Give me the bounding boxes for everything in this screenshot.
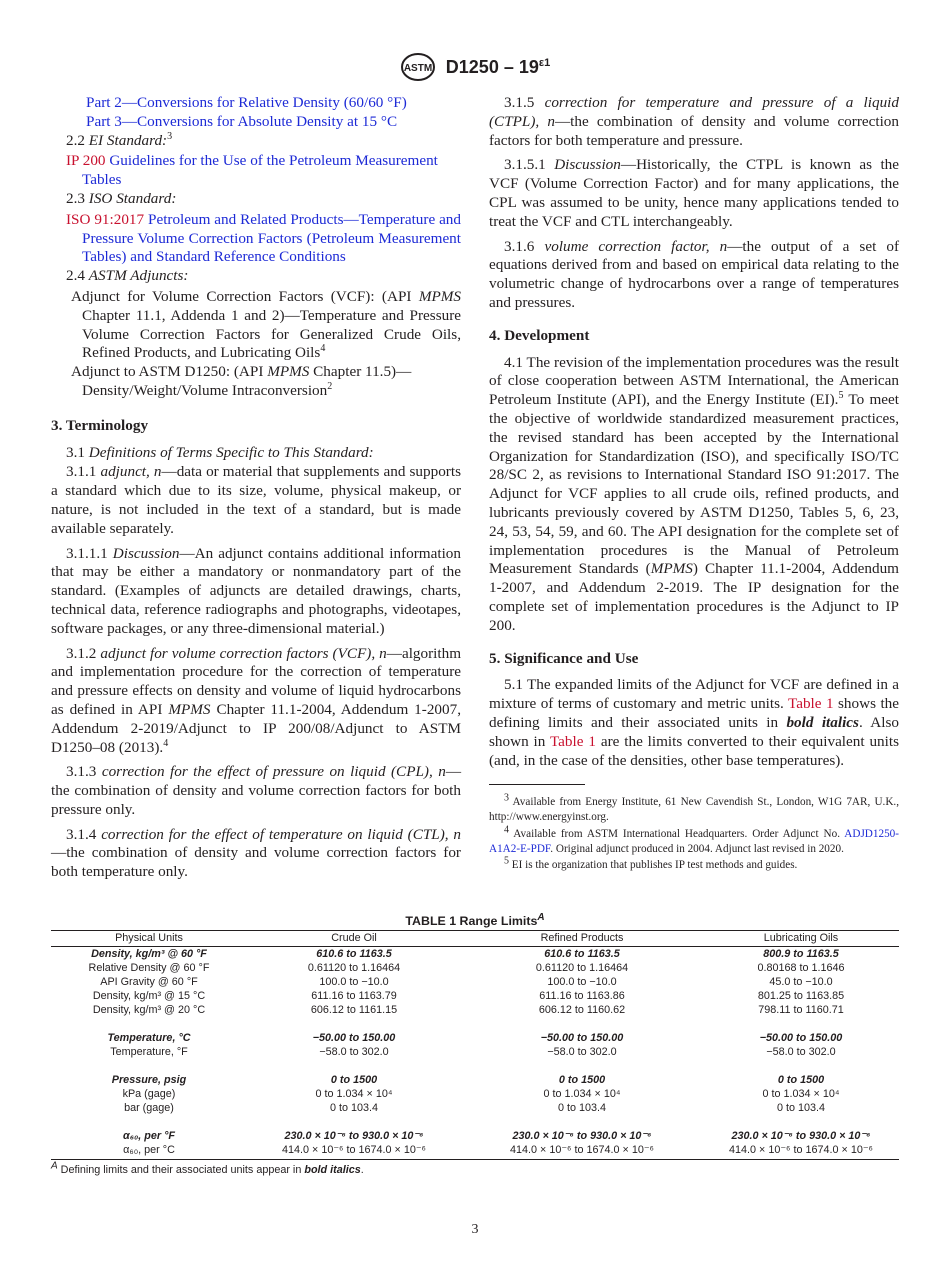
section-3-1: 3.1 Definitions of Terms Specific to This Standard:	[66, 443, 374, 461]
table-cell: α₆₀, per °F	[123, 1130, 175, 1142]
adjunct-d1250: Adjunct to ASTM D1250: (API MPMS Chapter 11.5)—Density/Weight/Volume Intraconversion$^2$	[71, 363, 412, 399]
table-cell: 0 to 103.4	[776, 1102, 826, 1114]
page-number: 3	[471, 1222, 479, 1237]
section-3-1-5: 3.1.5 correction for temperature and pressure of a liquid (CTPL), n—the combination of density and volume correction factors for both temperature and pressure.	[489, 94, 900, 149]
table-title: TABLE 1 Range Limits$^A$	[405, 911, 545, 928]
section-3-1-4: 3.1.4 correction for the effect of temperature on liquid (CTL), n—the combination of density and volume correction factors for both temperature only.	[51, 825, 461, 881]
table-cell: 100.0 to −10.0	[319, 976, 389, 988]
table-spacer-row	[51, 1017, 899, 1031]
table-row	[51, 1129, 899, 1143]
table-cell: 230.0 × 10⁻⁶ to 930.0 × 10⁻⁶	[731, 1130, 871, 1142]
section-3-heading: 3. Terminology	[51, 416, 149, 434]
table-row	[51, 1087, 899, 1101]
page-header	[0, 52, 950, 82]
table-cell: 45.0 to −10.0	[769, 976, 833, 988]
table-cell: 0 to 1.034 × 10⁴	[762, 1088, 840, 1100]
section-3-1-1: 3.1.1 adjunct, n—data or material that supplements and supports a standard which due to its size, volume, physical makeup, or nature, is not included in the text of a standard, but is made available separately.	[51, 463, 461, 537]
footnote-4: $^4$ Available from ASTM International Headquarters. Order Adjunct No. ADJD1250-A1A2-E-PDF. Original adjunct produced in 2004. Adjunct last revised in 2020.	[489, 824, 899, 855]
table-cell: 0 to 1.034 × 10⁴	[543, 1088, 621, 1100]
table-cell: 414.0 × 10⁻⁶ to 1674.0 × 10⁻⁶	[703, 1143, 899, 1160]
section-4-1: 4.1 The revision of the implementation procedures was the result of close cooperation between ASTM International, the American Petroleum Institute (API), and the Energy Institute (EI).$^5$ To meet the objective of worldwide standardized measurement practices, the revised standard has been accepted by the International Organization for Standardization (ISO), and specifically ISO/TC 28/SC 2, as revisions to International Standard ISO 91:2017. The Adjunct for VCF applies to all crude oils, refined products, and lubricants previously covered by ASTM D1250, Tables 5, 6, 23, 24, 53, 54, 59, and 60. The API designation for the complete set of implementation procedures is the Manual of Petroleum Measurement Standards (MPMS) Chapter 11.1-2004, Addendum 1-2007, and Addendum 2-2019. The IP designation for the complete set of implementation procedures is the Adjunct to IP 200.	[489, 353, 899, 634]
table-grid	[51, 930, 899, 1160]
footnote-5: $^5$ EI is the organization that publishes IP test methods and guides.	[504, 855, 798, 872]
section-3-1-6: 3.1.6 volume correction factor, n—the output of a set of equations derived from and based on empirical data relating to the volumetric change of hydrocarbons over a range of temperatures and pressures.	[489, 237, 900, 311]
table-row	[51, 1045, 899, 1059]
section-2-2: 2.2 EI Standard:$^3$	[66, 130, 173, 149]
table-cell: −50.00 to 150.00	[540, 1032, 624, 1044]
table-cell: 230.0 × 10⁻⁶ to 930.0 × 10⁻⁶	[512, 1130, 652, 1142]
table-cell: 606.12 to 1161.15	[310, 1004, 398, 1016]
section-3-1-3: 3.1.3 correction for the effect of pressure on liquid (CPL), n—the combination of density and volume correction factors for both pressure only.	[51, 763, 462, 818]
table-row	[51, 947, 899, 962]
table-cell: Temperature, °F	[110, 1046, 188, 1058]
table-cell: 0.61120 to 1.16464	[535, 962, 629, 974]
section-5-1: 5.1 The expanded limits of the Adjunct for VCF are defined in a mixture of terms of customary and metric units. Table 1 shows the defining limits and their associated units in bold italics. Also shown in Table 1 are the limits converted to their equivalent units (and, in the case of the densities, other base temperatures).	[489, 676, 900, 769]
table-row	[51, 989, 899, 1003]
table-row	[51, 1101, 899, 1115]
table-cell: 611.16 to 1163.79	[311, 990, 397, 1002]
table-cell: 798.11 to 1160.71	[758, 1004, 844, 1016]
table-footnote: $^A$ Defining limits and their associated units appear in bold italics.	[51, 1160, 364, 1176]
table-spacer-row	[51, 1115, 899, 1129]
table-cell: Density, kg/m³ @ 60 °F	[91, 948, 207, 960]
table-cell: 230.0 × 10⁻⁶ to 930.0 × 10⁻⁶	[284, 1130, 424, 1142]
table-cell: −58.0 to 302.0	[319, 1046, 389, 1058]
table-cell: 610.6 to 1163.5	[316, 948, 392, 960]
table-cell: 0.80168 to 1.1646	[757, 962, 845, 974]
table-row	[51, 975, 899, 989]
section-3-1-5-1: 3.1.5.1 Discussion—Historically, the CTPL is known as the VCF (Volume Correction Factor) and for many applications, the CPL was assumed to be unity, hence many applications tended to treat the VCF and CTL interchangeably.	[489, 156, 899, 230]
table-cell: −58.0 to 302.0	[547, 1046, 617, 1058]
table-cell: 611.16 to 1163.86	[539, 990, 625, 1002]
table-cell: 606.12 to 1160.62	[538, 1004, 626, 1016]
table-cell: 100.0 to −10.0	[547, 976, 617, 988]
table-cell: Density, kg/m³ @ 20 °C	[92, 1004, 206, 1016]
table-cell: −50.00 to 150.00	[312, 1032, 396, 1044]
reference-part3[interactable]: Part 3—Conversions for Absolute Density at 15 °C	[86, 112, 398, 130]
section-3-1-1-1: 3.1.1.1 Discussion—An adjunct contains additional information that may be either a mandatory or nonmandatory part of the standard. (Examples of adjuncts are detailed drawings, charts, technical data, reference radiographs and photographs, videotapes, software packages, or any three-dimensional material.)	[51, 544, 461, 637]
table-cell: 414.0 × 10⁻⁶ to 1674.0 × 10⁻⁶	[247, 1143, 461, 1160]
table-row	[51, 1003, 899, 1017]
table-cell: Pressure, psig	[111, 1074, 187, 1086]
table-cell: Relative Density @ 60 °F	[88, 962, 210, 974]
table-cell: 414.0 × 10⁻⁶ to 1674.0 × 10⁻⁶	[461, 1143, 703, 1160]
column-header: Refined Products	[461, 931, 703, 947]
astm-logo-icon	[400, 52, 436, 82]
column-header: Physical Units	[51, 931, 247, 947]
table-row	[51, 1031, 899, 1045]
table1-link[interactable]: Table 1	[549, 732, 596, 750]
table-cell: −50.00 to 150.00	[759, 1032, 843, 1044]
table-cell: API Gravity @ 60 °F	[100, 976, 198, 988]
designation: $D1250 - 19^{\varepsilon 1}$	[445, 56, 551, 77]
table-cell: 610.6 to 1163.5	[544, 948, 620, 960]
table-row	[51, 961, 899, 975]
section-2-3: 2.3 ISO Standard:	[66, 189, 177, 207]
table-row	[51, 1143, 899, 1160]
table-cell: 0 to 1500	[777, 1074, 825, 1086]
column-header: Lubricating Oils	[703, 931, 899, 947]
table-cell: 800.9 to 1163.5	[763, 948, 839, 960]
table-cell: 801.25 to 1163.85	[757, 990, 845, 1002]
adjunct-order-link[interactable]: ADJD1250-A1A2-E-PDF	[489, 827, 899, 855]
table-cell: kPa (gage)	[122, 1088, 176, 1100]
table-cell: 0.61120 to 1.16464	[307, 962, 401, 974]
left-column	[51, 94, 461, 888]
table-row	[51, 1073, 899, 1087]
table-cell: −58.0 to 302.0	[766, 1046, 836, 1058]
table-header-row	[51, 931, 899, 947]
table-cell: 0 to 1500	[330, 1074, 378, 1086]
svg-text:ASTM: ASTM	[403, 63, 432, 74]
table-cell: 0 to 103.4	[557, 1102, 607, 1114]
table1-link[interactable]: Table 1	[788, 695, 834, 713]
reference-iso91[interactable]: ISO 91:2017 Petroleum and Related Products—Temperature and Pressure Volume Correction Factors (Petroleum Measurement Tables) and Standard Reference Conditions	[66, 210, 461, 266]
section-5-heading: 5. Significance and Use	[489, 649, 639, 667]
right-column	[489, 94, 899, 875]
reference-part2[interactable]: Part 2—Conversions for Relative Density (60/60 °F)	[86, 94, 407, 111]
section-2-4: 2.4 ASTM Adjuncts:	[66, 267, 189, 285]
column-header: Crude Oil	[247, 931, 461, 947]
table-cell: Temperature, °C	[107, 1032, 191, 1044]
footnote-3: $^3$ Available from Energy Institute, 61 New Cavendish St., London, W1G 7AR, U.K., http://www.energyinst.org.	[489, 792, 899, 824]
section-4-heading: 4. Development	[489, 326, 590, 344]
reference-ip200[interactable]: IP 200 Guidelines for the Use of the Petroleum Measurement Tables	[66, 152, 438, 189]
footnote-divider	[489, 784, 585, 785]
table-cell: bar (gage)	[124, 1102, 174, 1114]
table-spacer-row	[51, 1059, 899, 1073]
table-cell: α₆₀, per °C	[51, 1143, 247, 1160]
table-cell: 0 to 1.034 × 10⁴	[315, 1088, 393, 1100]
table-cell: 0 to 1500	[558, 1074, 606, 1086]
section-3-1-2: 3.1.2 adjunct for volume correction factors (VCF), n—algorithm and implementation procedure for the correction of temperature and pressure effects on density and volume of liquid hydrocarbons as defined in API MPMS Chapter 11.1-2004, Addendum 1-2007, Addendum 2-2019/Adjunct to IP 200/08/Adjunct to ASTM D1250–08 (2013).$^4$	[51, 644, 462, 756]
table-cell: 0 to 103.4	[329, 1102, 379, 1114]
range-limits-table	[51, 911, 899, 1176]
adjunct-vcf: Adjunct for Volume Correction Factors (VCF): (API MPMS Chapter 11.1, Addenda 1 and 2)—Temperature and Pressure Volume Correction Factors for Generalized Crude Oils, Refined Products, and Lubricating Oils$^4$	[71, 287, 461, 362]
table-cell: Density, kg/m³ @ 15 °C	[92, 990, 206, 1002]
